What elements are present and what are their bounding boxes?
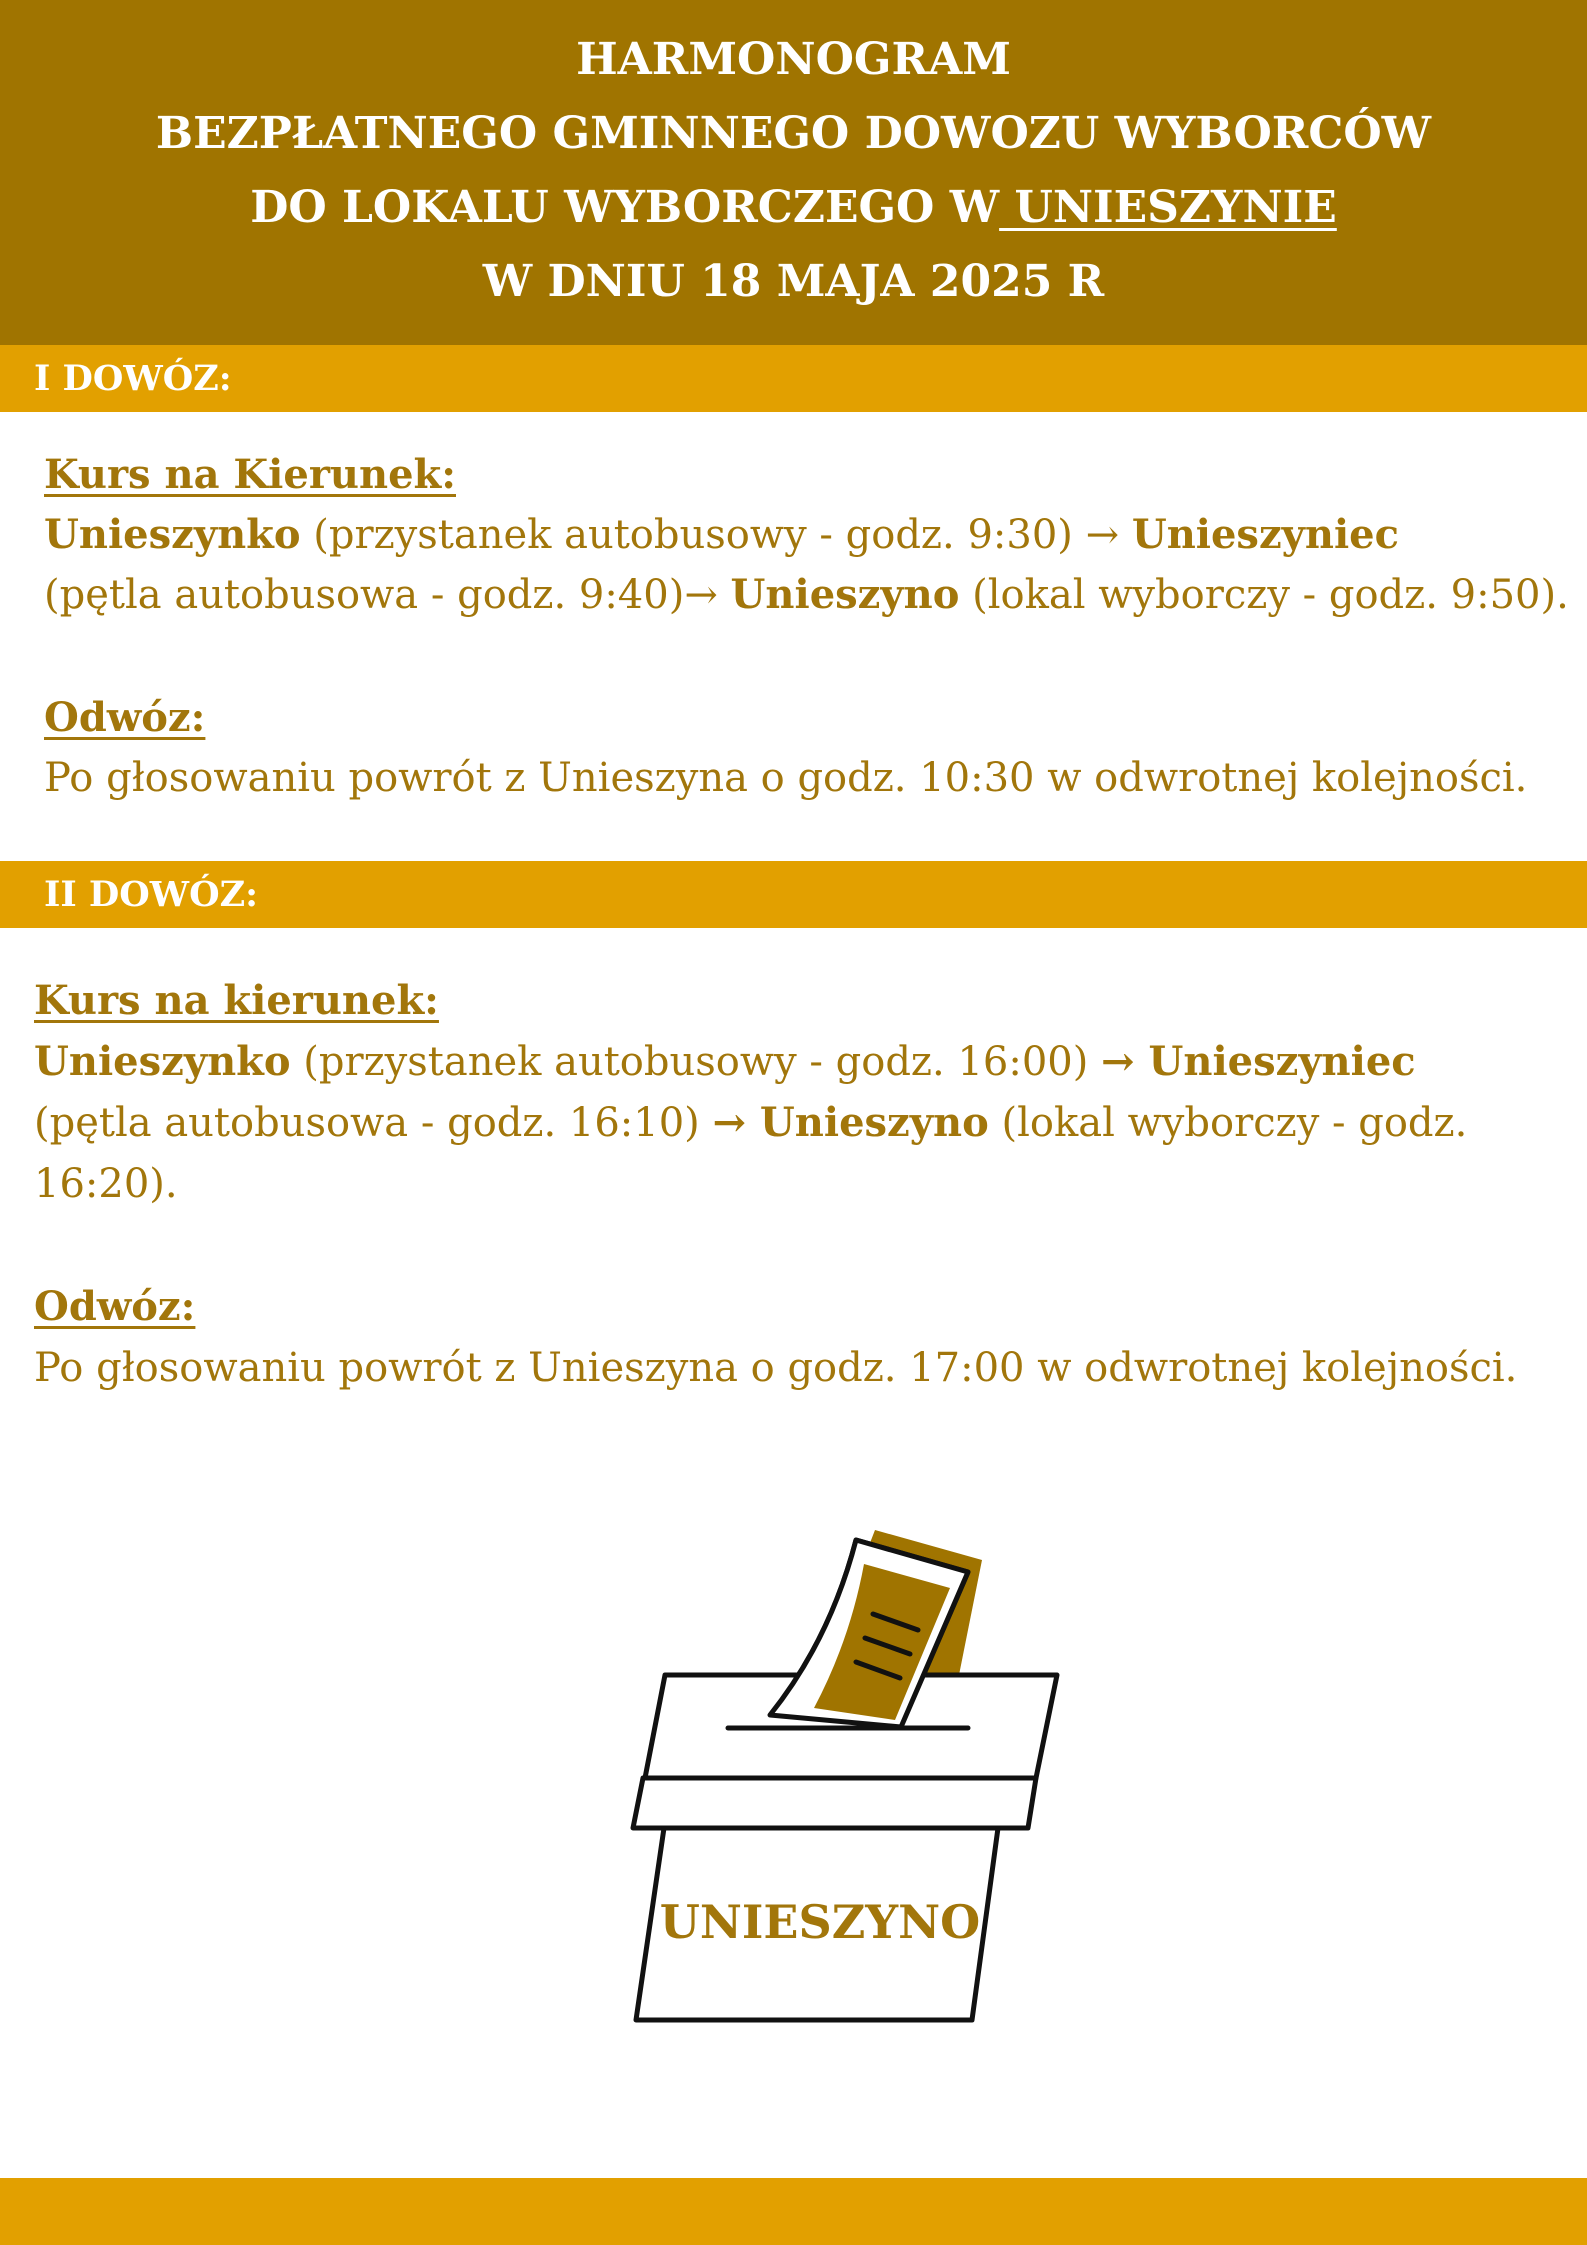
- stop-detail: (pętla autobusowa - godz. 9:40)→: [44, 572, 731, 618]
- section-2-route-line-3: 16:20).: [34, 1161, 178, 1207]
- stop-name: Unieszyniec: [1131, 511, 1399, 558]
- section-2-return-heading: Odwóz:: [34, 1283, 196, 1330]
- stop-name: Unieszyno: [746, 1099, 989, 1146]
- section-1-route-line-1: [44, 510, 1399, 560]
- stop-detail: (lokal wyborczy - godz.: [988, 1100, 1468, 1146]
- section-1-band: [0, 345, 1587, 412]
- section-1-title: I DOWÓZ:: [34, 358, 232, 399]
- ballot-box-lid-front: [633, 1778, 1036, 1828]
- page-header: [0, 0, 1587, 345]
- section-2-band: [0, 861, 1587, 928]
- header-line-1: HARMONOGRAM: [576, 34, 1011, 85]
- ballot-box-icon: [620, 1520, 1070, 2030]
- stop-name: Unieszynko: [34, 1038, 291, 1085]
- stop-detail: (pętla autobusowa - godz. 16:10): [34, 1100, 713, 1146]
- section-1-route-line-2: [44, 570, 1569, 620]
- stop-detail: (przystanek autobusowy - godz. 16:00): [290, 1039, 1102, 1085]
- header-line-4: W DNIU 18 MAJA 2025 R: [482, 256, 1105, 307]
- stop-name: Unieszyniec: [1134, 1038, 1416, 1085]
- section-2-return-text: Po głosowaniu powrót z Unieszyna o godz. 17:00 w odwrotnej kolejności.: [34, 1345, 1518, 1391]
- stop-name: Unieszyno: [730, 571, 960, 618]
- header-line-3: [0, 178, 1587, 238]
- footer-band: [0, 2178, 1587, 2245]
- header-line-2: BEZPŁATNEGO GMINNEGO DOWOZU WYBORCÓW: [155, 108, 1432, 159]
- stop-detail: (przystanek autobusowy - godz. 9:30) →: [300, 512, 1132, 558]
- section-2-route-line-2: [34, 1098, 1467, 1148]
- section-1-return-heading: Odwóz:: [44, 694, 206, 741]
- header-location: UNIESZYNIE: [999, 182, 1337, 233]
- section-1-return-text: Po głosowaniu powrót z Unieszyna o godz. 10:30 w odwrotnej kolejności.: [44, 755, 1528, 801]
- section-2-title: II DOWÓZ:: [44, 874, 259, 915]
- arrow-icon: →: [1101, 1038, 1135, 1085]
- stop-name: Unieszynko: [44, 511, 301, 558]
- section-2-route-heading: Kurs na kierunek:: [34, 977, 439, 1024]
- section-1-route-heading: Kurs na Kierunek:: [44, 451, 456, 498]
- stop-detail: (lokal wyborczy - godz. 9:50).: [959, 572, 1569, 618]
- header-line-3-prefix: DO LOKALU WYBORCZEGO W: [250, 182, 1000, 233]
- ballot-box-label: UNIESZYNO: [659, 1895, 981, 1949]
- arrow-icon: →: [712, 1099, 746, 1146]
- section-2-route-line-1: [34, 1037, 1416, 1087]
